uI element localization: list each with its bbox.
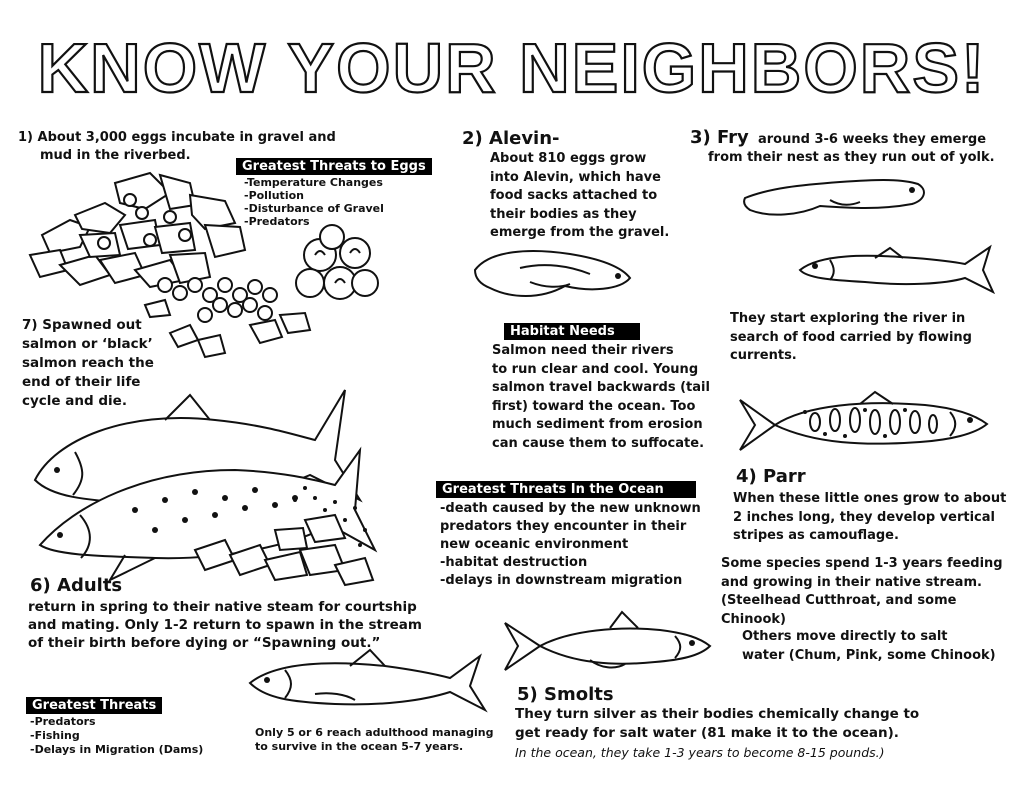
habitat-line: salmon travel backwards (tail [492, 380, 710, 395]
parr-illustration [735, 390, 995, 460]
fry-illustration-2 [795, 242, 995, 297]
smolt-illustration [500, 608, 715, 678]
stage6-heading: 6) Adults [30, 575, 123, 596]
stage7-line: cycle and die. [22, 393, 127, 409]
stage2-line: food sacks attached to [490, 188, 658, 203]
alevin-illustration [470, 240, 640, 305]
habitat-line: to run clear and cool. Young [492, 361, 699, 377]
habitat-line: much sediment from erosion [492, 417, 703, 432]
ocean-salmon-illustration [245, 648, 490, 718]
others-line: water (Chum, Pink, some Chinook) [742, 647, 996, 663]
survival-note [255, 726, 494, 754]
large-egg-group [296, 225, 378, 299]
stage1-text-2: mud in the riverbed. [40, 148, 191, 163]
egg-threats-label: Greatest Threats to Eggs [236, 158, 432, 175]
stage1-text-1: 1) About 3,000 eggs incubate in gravel and [18, 130, 336, 145]
stage2-line: emerge from the gravel. [490, 225, 670, 240]
habitat-line: first) toward the ocean. Too [492, 398, 696, 414]
stage2-line: into Alevin, which have [490, 169, 661, 185]
habitat-line: can cause them to suffocate. [492, 435, 705, 451]
stage4-line: stripes as camouflage. [733, 528, 899, 543]
stage2-heading: 2) Alevin- [462, 128, 560, 149]
species-text [721, 555, 1024, 629]
stage4-line: When these little ones grow to about [733, 491, 1007, 506]
stage3-text-2: from their nest as they run out of yolk. [708, 150, 995, 165]
stage3-heading: 3) Fry [690, 127, 749, 148]
habitat-needs-label: Habitat Needs [504, 323, 640, 340]
ocean-threat-item: new oceanic environment [440, 537, 629, 552]
survival-line: to survive in the ocean 5-7 years. [255, 740, 464, 753]
egg-threat-item: -Disturbance of Gravel [244, 202, 384, 215]
species-line: Some species spend 1-3 years feeding [721, 556, 1003, 571]
ocean-threat-item: -habitat destruction [440, 555, 588, 570]
ocean-threat-item: -delays in downstream migration [440, 573, 683, 588]
egg-threat-item: -Predators [244, 215, 310, 228]
survival-line: Only 5 or 6 reach adulthood managing [255, 726, 494, 739]
ocean-threat-item: -death caused by the new unknown [440, 501, 701, 516]
others-line: Others move directly to salt [742, 629, 948, 644]
stage5-heading: 5) Smolts [517, 684, 614, 705]
stage6-line: and mating. Only 1-2 return to spawn in the stream [28, 617, 422, 633]
adult-threats-label: Greatest Threats [26, 697, 162, 714]
stage7-line: end of their life [22, 374, 141, 390]
adult-threat-item: -Fishing [30, 729, 80, 742]
adult-threat-item: -Delays in Migration (Dams) [30, 743, 204, 756]
fry-illustration-1 [740, 170, 930, 225]
explore-line: currents. [730, 348, 797, 363]
habitat-text [492, 342, 710, 453]
stage5-line: In the ocean, they take 1-3 years to become 8-15 pounds.) [515, 745, 885, 760]
stage4-heading: 4) Parr [736, 466, 806, 487]
adult-threats-list [30, 715, 203, 757]
stage4-line: 2 inches long, they develop vertical [733, 509, 995, 525]
stage6-line: of their birth before dying or “Spawning out.” [28, 635, 381, 651]
egg-threat-item: -Pollution [244, 189, 304, 202]
ocean-threats-list [440, 500, 701, 590]
stage2-text [490, 150, 669, 243]
ocean-threat-item: predators they encounter in their [440, 519, 687, 534]
stage4-text [733, 490, 1006, 546]
explore-line: search of food carried by flowing [730, 329, 972, 345]
egg-threat-item: -Temperature Changes [244, 176, 383, 189]
adult-threat-item: -Predators [30, 715, 96, 728]
stage2-line: About 810 eggs grow [490, 151, 647, 166]
ocean-threats-label: Greatest Threats In the Ocean [436, 481, 696, 498]
species-line: (Steelhead Cutthroat, and some Chinook) [721, 593, 957, 627]
stage5-line: They turn silver as their bodies chemically change to [515, 706, 920, 722]
title-banner [0, 0, 1024, 110]
stage6-line: return in spring to their native steam for courtship [28, 599, 417, 615]
stage3-heading-note: around 3-6 weeks they emerge [758, 132, 987, 147]
gravel-stones [30, 173, 245, 287]
stage7-line: salmon reach the [22, 355, 154, 371]
stage6-text [28, 598, 422, 652]
stage7-line: salmon or ‘black’ [22, 336, 153, 352]
stage7-line: 7) Spawned out [22, 317, 142, 333]
explore-text [730, 310, 972, 366]
others-text [742, 628, 996, 665]
page-title: KNOW YOUR NEIGHBORS! [37, 29, 987, 107]
explore-line: They start exploring the river in [730, 311, 966, 326]
stage5-line: get ready for salt water (81 make it to the ocean). [515, 725, 899, 741]
stage2-line: their bodies as they [490, 206, 637, 222]
stage5-text [515, 705, 919, 762]
adult-salmon-illustration [15, 380, 435, 595]
habitat-line: Salmon need their rivers [492, 343, 674, 358]
species-line: and growing in their native stream. [721, 574, 982, 590]
